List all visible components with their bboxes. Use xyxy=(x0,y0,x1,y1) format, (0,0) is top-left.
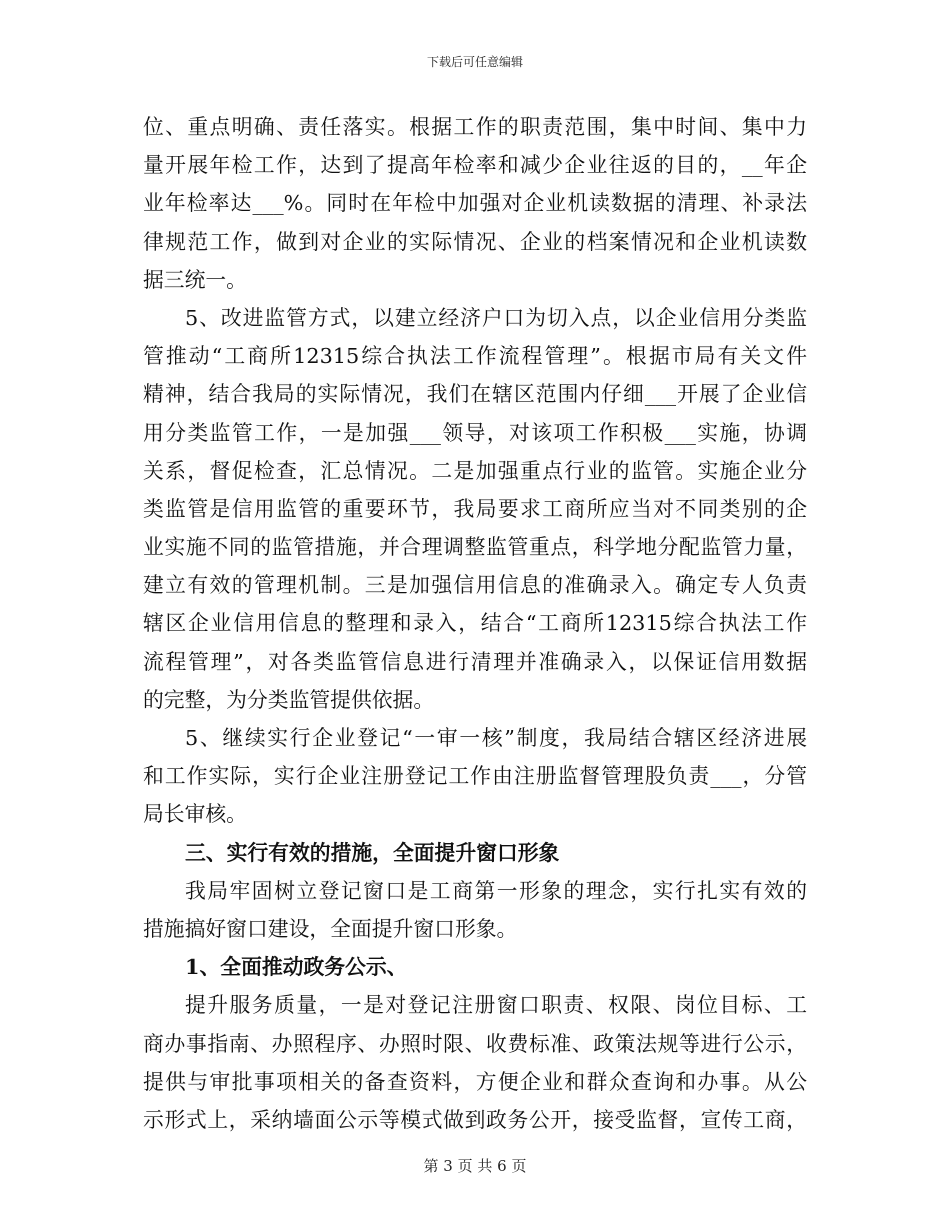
body-line: 关系，督促检查，汇总情况。二是加强重点行业的监管。实施企业分 xyxy=(143,458,807,483)
body-line: 流程管理”，对各类监管信息进行清理并准确录入，以保证信用数据 xyxy=(143,649,807,674)
body-line: 局长审核。 xyxy=(143,802,247,827)
body-line: 辖区企业信用信息的整理和录入，结合“工商所12315综合执法工作 xyxy=(143,611,807,636)
body-line: 措施搞好窗口建设，全面提升窗口形象。 xyxy=(143,916,518,941)
section-heading: 三、实行有效的措施，全面提升窗口形象 xyxy=(185,839,560,865)
document-body xyxy=(143,108,807,1139)
subsection-heading: 1、全面推动政务公示、 xyxy=(185,954,408,980)
body-line: 用分类监管工作，一是加强___领导，对该项工作积极___实施，协调 xyxy=(143,420,807,445)
body-line: 示形式上，采纳墙面公示等模式做到政务公开，接受监督，宣传工商， xyxy=(143,1107,807,1132)
body-line: 类监管是信用监管的重要环节，我局要求工商所应当对不同类别的企 xyxy=(143,496,807,521)
paragraph-first-line: 我局牢固树立登记窗口是工商第一形象的理念，实行扎实有效的 xyxy=(185,878,807,903)
body-line: 位、重点明确、责任落实。根据工作的职责范围，集中时间、集中力 xyxy=(143,115,807,139)
paragraph-first-line: 5、改进监管方式，以建立经济户口为切入点，以企业信用分类监 xyxy=(185,305,807,330)
body-line: 精神，结合我局的实际情况，我们在辖区范围内仔细___开展了企业信 xyxy=(143,382,807,407)
body-line: 管推动“工商所12315综合执法工作流程管理”。根据市局有关文件 xyxy=(143,344,807,369)
body-line: 提供与审批事项相关的备查资料，方便企业和群众查询和办事。从公 xyxy=(143,1069,807,1094)
page-header-note: 下载后可任意编辑 xyxy=(426,55,523,69)
body-line: 量开展年检工作，达到了提高年检率和减少企业往返的目的，__年企 xyxy=(143,153,807,178)
page-number: 第 3 页 共 6 页 xyxy=(423,1157,527,1175)
body-line: 业年检率达___%。同时在年检中加强对企业机读数据的清理、补录法 xyxy=(143,191,807,216)
body-line: 的完整，为分类监管提供依据。 xyxy=(143,687,435,712)
paragraph-first-line: 提升服务质量，一是对登记注册窗口职责、权限、岗位目标、工 xyxy=(185,993,807,1018)
body-line: 建立有效的管理机制。三是加强信用信息的准确录入。确定专人负责 xyxy=(143,573,807,598)
body-line: 业实施不同的监管措施，并合理调整监管重点，科学地分配监管力量， xyxy=(143,535,807,560)
body-line: 律规范工作，做到对企业的实际情况、企业的档案情况和企业机读数 xyxy=(143,229,807,254)
paragraph-first-line: 5、继续实行企业登记“一审一核”制度，我局结合辖区经济进展 xyxy=(185,726,807,750)
body-line: 和工作实际，实行企业注册登记工作由注册监督管理股负责___，分管 xyxy=(143,764,807,789)
body-line: 商办事指南、办照程序、办照时限、收费标准、政策法规等进行公示， xyxy=(143,1031,807,1056)
body-line: 据三统一。 xyxy=(143,267,247,292)
